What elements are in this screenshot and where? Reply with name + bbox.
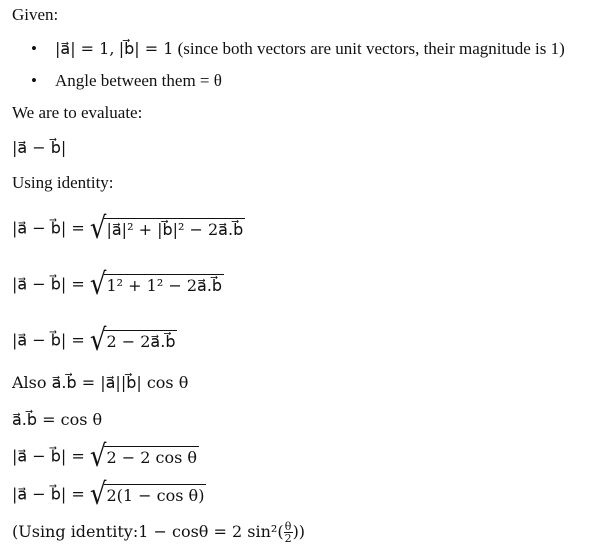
final-identity-suffix: )) bbox=[292, 522, 306, 541]
dot-product-result: a⃗.b⃗ = cos θ bbox=[12, 410, 103, 429]
step-5 bbox=[12, 477, 206, 513]
given-heading: Given: bbox=[12, 5, 59, 24]
given-magnitudes bbox=[55, 38, 565, 60]
step-4 bbox=[12, 439, 199, 475]
step-1-radicand: |a⃗|² + |b⃗|² − 2a⃗.b⃗ bbox=[106, 219, 244, 239]
step-5-sqrt bbox=[89, 477, 207, 513]
step-4-radicand: 2 − 2 cos θ bbox=[106, 447, 198, 467]
radical-sign: √ bbox=[89, 323, 107, 359]
fraction-denominator: 2 bbox=[284, 532, 292, 545]
radical-sign: √ bbox=[89, 439, 107, 475]
final-identity bbox=[12, 521, 305, 544]
step-3-sqrt bbox=[89, 323, 178, 359]
step-2-radicand: 1² + 1² − 2a⃗.b⃗ bbox=[106, 275, 223, 295]
radical-sign: √ bbox=[89, 211, 107, 247]
step-3-radicand: 2 − 2a⃗.b⃗ bbox=[106, 331, 176, 351]
theta-over-two bbox=[284, 521, 293, 544]
step-4-lhs: |a⃗ − b⃗| = bbox=[12, 446, 85, 466]
also-dot-product: Also a⃗.b⃗ = |a⃗||b⃗| cos θ bbox=[12, 373, 189, 392]
step-1-lhs: |a⃗ − b⃗| = bbox=[12, 218, 85, 238]
angle-statement: Angle between them = θ bbox=[55, 71, 222, 90]
step-1 bbox=[12, 211, 245, 247]
identity-text: Using identity: bbox=[12, 173, 114, 192]
step-3-lhs: |a⃗ − b⃗| = bbox=[12, 330, 85, 350]
a-magnitude: |a⃗| = 1, bbox=[55, 39, 115, 58]
unit-vector-note: (since both vectors are unit vectors, their magnitude is 1) bbox=[177, 39, 565, 58]
final-identity-prefix: (Using identity:1 − cosθ = 2 sin²( bbox=[12, 522, 284, 541]
radical-sign: √ bbox=[89, 267, 107, 303]
step-1-sqrt bbox=[89, 211, 245, 247]
step-3 bbox=[12, 323, 177, 359]
fraction-numerator: θ bbox=[284, 520, 292, 533]
bullet-marker-1: • bbox=[31, 39, 37, 58]
expression-to-evaluate: |a⃗ − b⃗| bbox=[12, 138, 67, 157]
step-5-lhs: |a⃗ − b⃗| = bbox=[12, 484, 85, 504]
b-magnitude: |b⃗| = 1 bbox=[118, 39, 174, 58]
step-4-sqrt bbox=[89, 439, 199, 475]
evaluate-text: We are to evaluate: bbox=[12, 103, 143, 122]
step-2-sqrt bbox=[89, 267, 224, 303]
step-2 bbox=[12, 267, 224, 303]
step-5-radicand: 2(1 − cos θ) bbox=[106, 485, 205, 505]
bullet-marker-2: • bbox=[31, 71, 37, 90]
radical-sign: √ bbox=[89, 477, 107, 513]
step-2-lhs: |a⃗ − b⃗| = bbox=[12, 274, 85, 294]
